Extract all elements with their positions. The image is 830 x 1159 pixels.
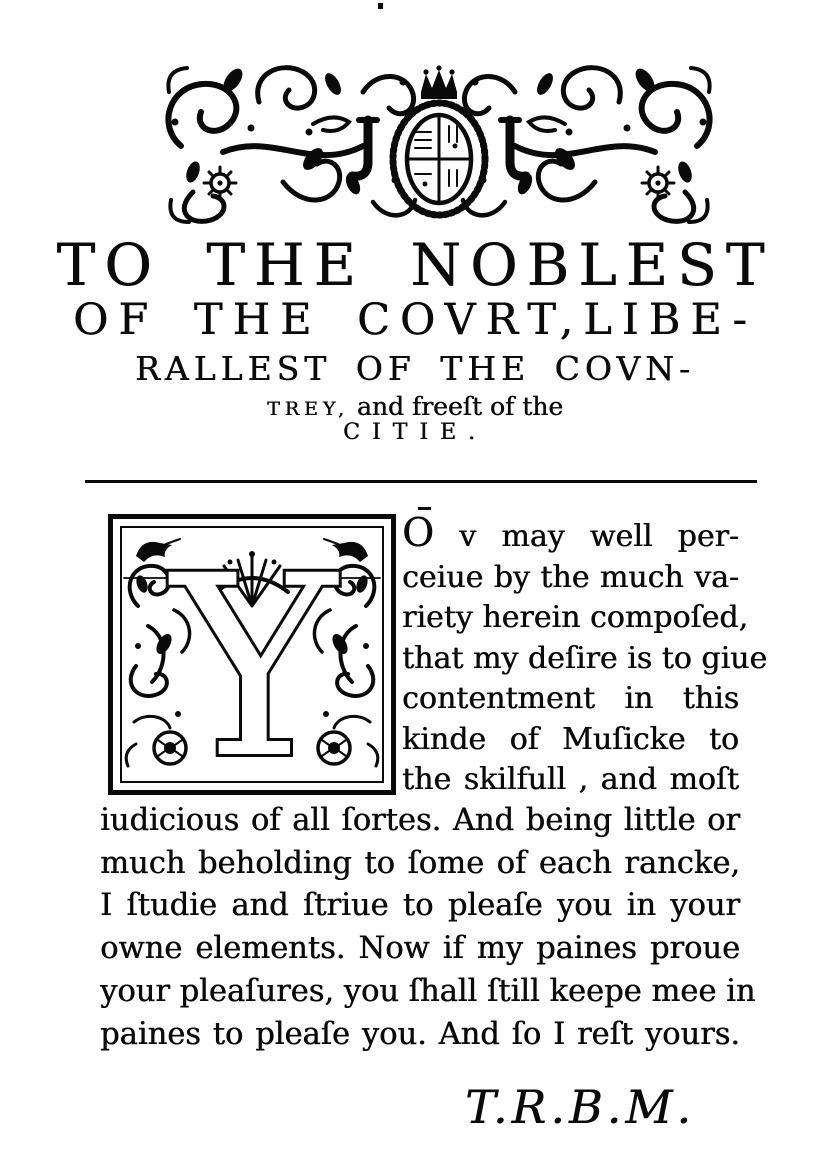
body-column (402, 511, 768, 801)
title-line-4 (0, 393, 830, 421)
stray-ink-mark (418, 507, 431, 510)
body-line: that my deſire is to giue (402, 640, 768, 676)
body-line: kinde of Muſicke to (402, 721, 739, 757)
body-line: I ſtudie and ſtriue to pleaſe you in your (100, 888, 740, 924)
stray-ink-dot (378, 3, 383, 9)
headpiece-ornament-icon (163, 62, 715, 229)
body-line: riety herein compoſed, (402, 600, 749, 635)
signature: T.R.B.M. (465, 1080, 695, 1134)
horizontal-rule (85, 480, 757, 483)
body-line: O v may well per- (402, 511, 739, 556)
title-line-1: TO THE NOBLEST (56, 231, 774, 299)
body-line: much beholding to ſome of each rancke, (100, 845, 740, 881)
body-full-width (100, 800, 756, 1056)
title-line-5: CITIE. (343, 420, 487, 445)
title-line-2: OF THE COVRT,LIBE- (73, 295, 757, 345)
title-line-3: RALLEST OF THE COVN- (134, 349, 696, 388)
body-line: contentment in this (402, 681, 739, 716)
drop-cap-letter: Y (171, 522, 337, 795)
title-line-4-rest: and freeſt of the (348, 392, 564, 421)
drop-cap-initial-icon (108, 514, 396, 795)
body-line: ceiue by the much va- (402, 559, 739, 595)
body-line: iudicious of all ſortes. And being little or (100, 803, 740, 838)
body-line: paines to pleaſe you. And ſo I reſt yours. (100, 1016, 740, 1052)
body-line: your pleaſures, you ſhall ſtill keepe mee in (100, 973, 756, 1009)
body-line: owne elements. Now if my paines proue (100, 931, 740, 967)
title-line-4-smallcaps: TREY, (266, 398, 349, 420)
body-line: the skilfull , and moſt (402, 762, 739, 797)
